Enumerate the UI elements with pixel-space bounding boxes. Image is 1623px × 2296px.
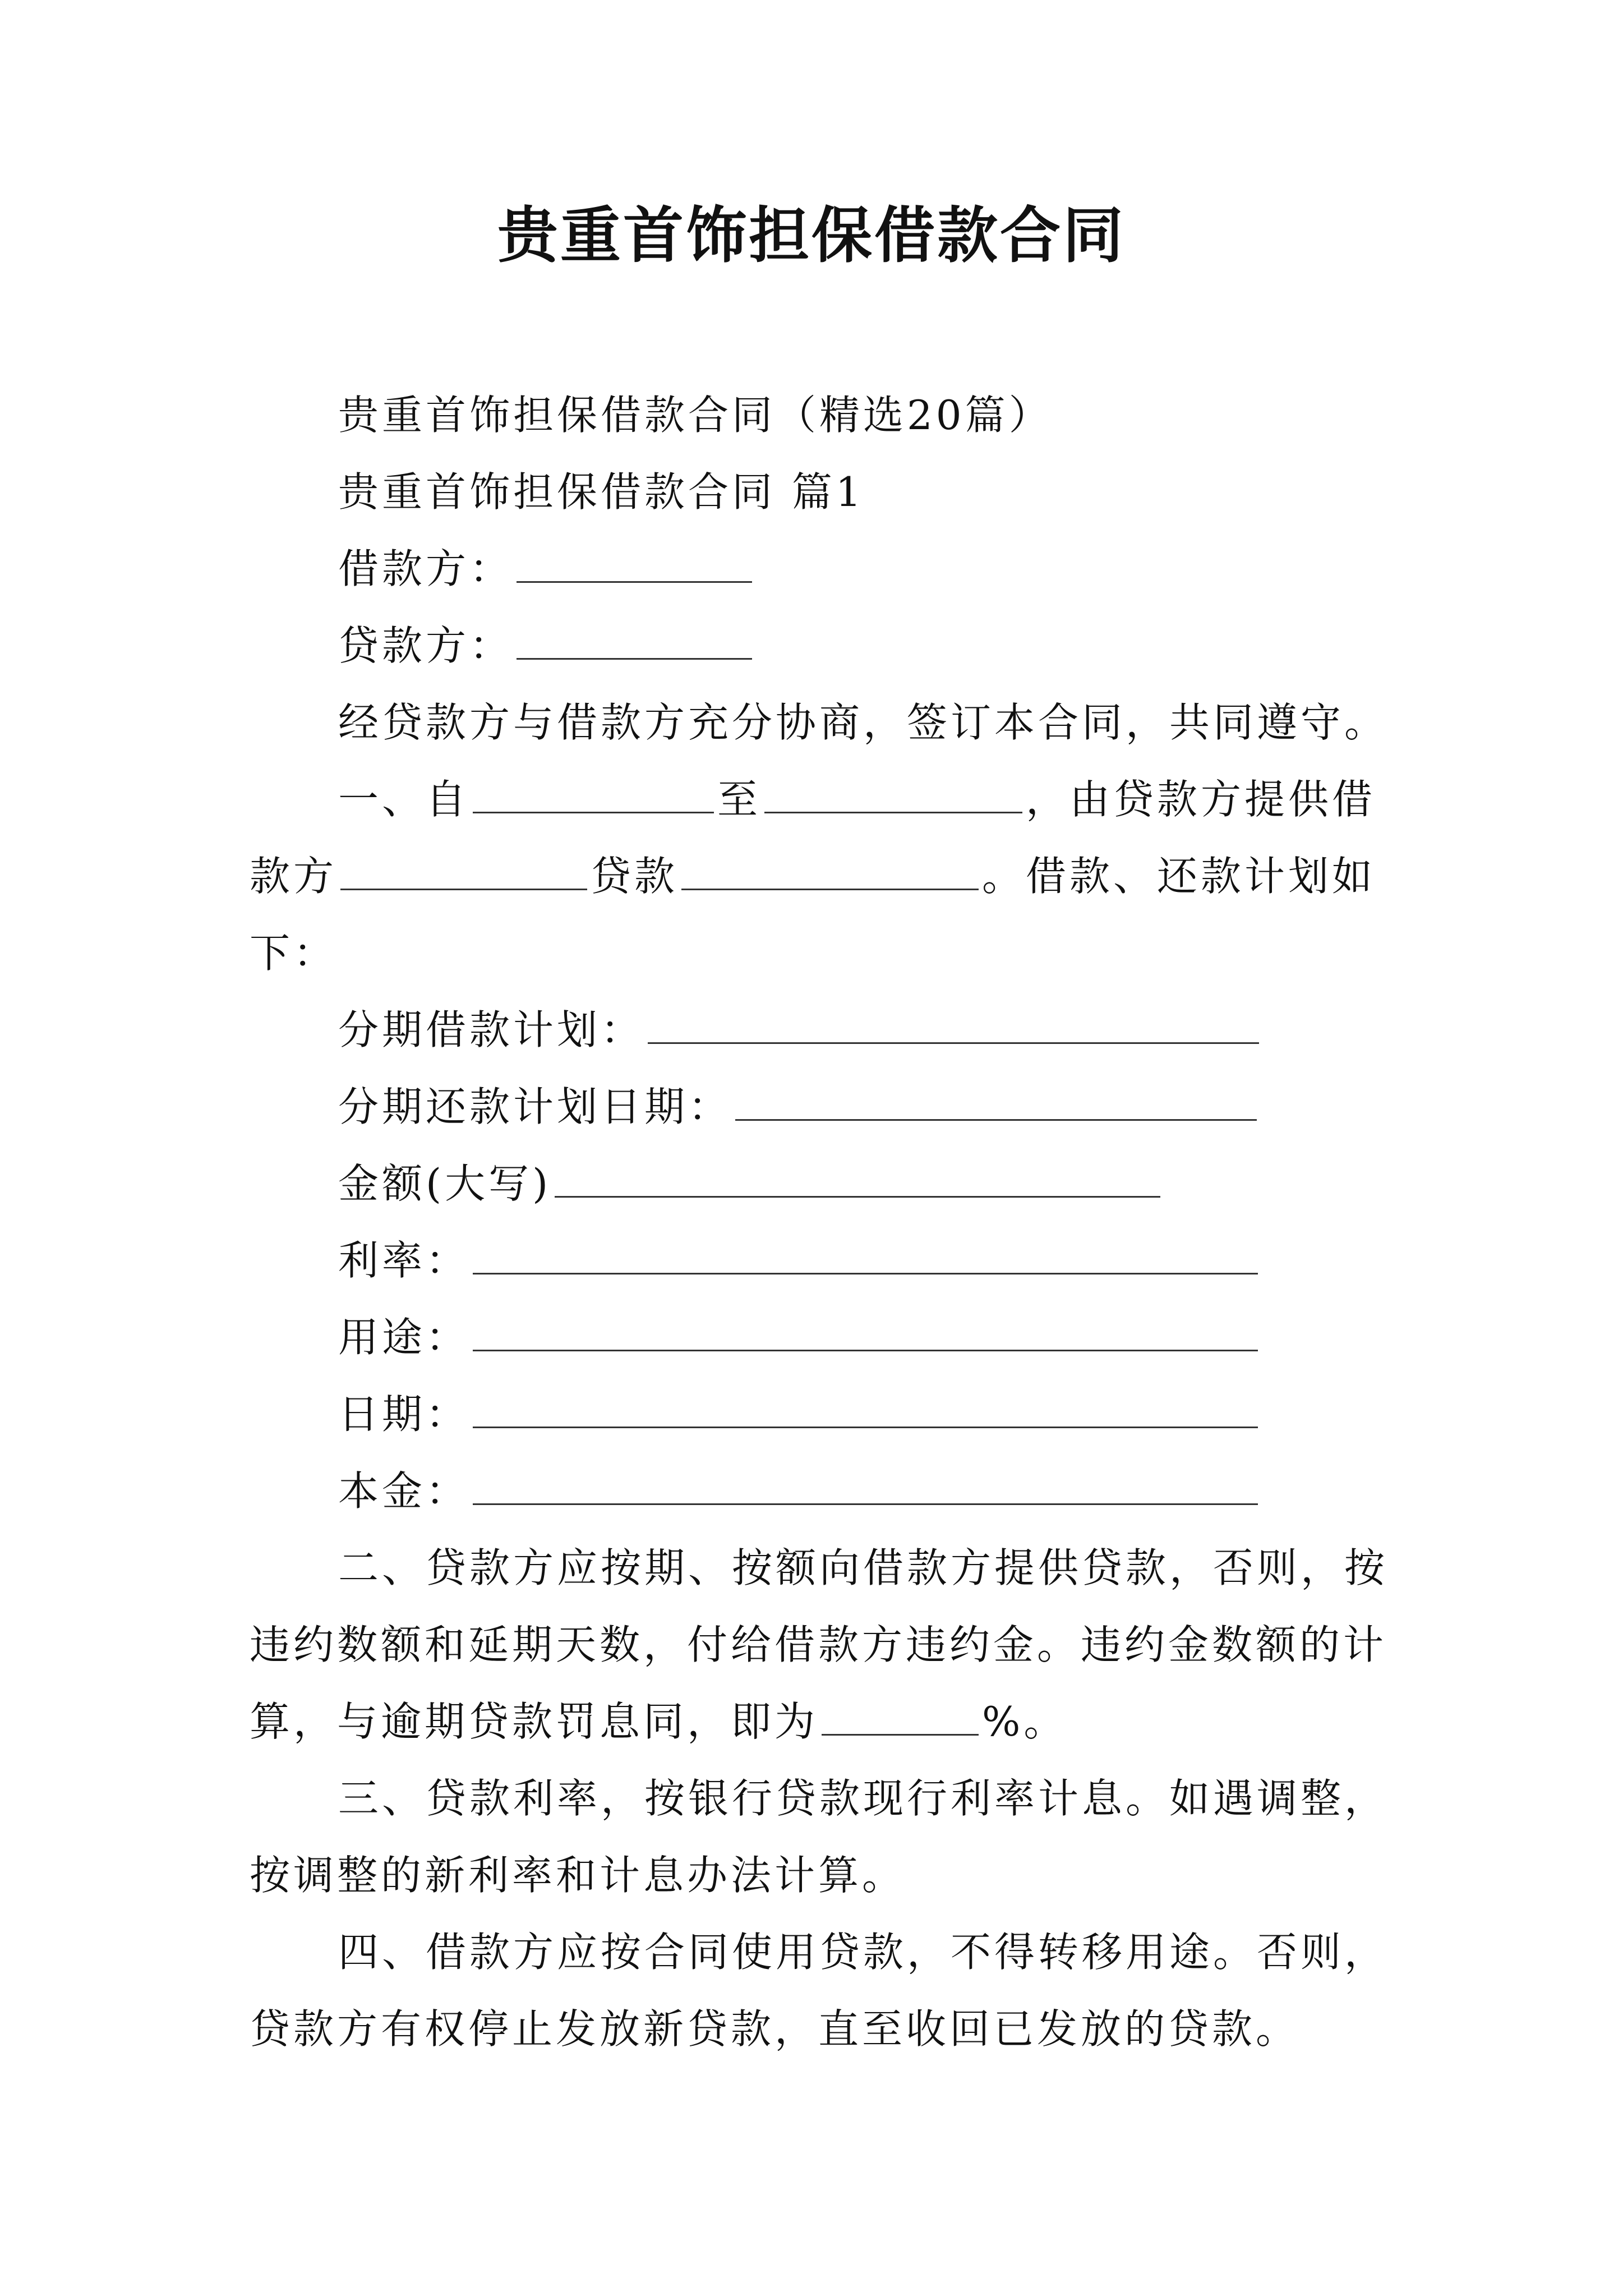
principal-label: 本金： bbox=[338, 1467, 470, 1515]
end-date-blank[interactable] bbox=[764, 772, 1022, 813]
field-principal bbox=[250, 1463, 1388, 1519]
clause3-line2 bbox=[250, 1847, 1388, 1903]
lender-blank[interactable] bbox=[517, 619, 752, 660]
clause1-text-a: 一、自 bbox=[338, 776, 470, 823]
clause4-line2 bbox=[250, 2001, 1388, 2057]
clause4-line1 bbox=[250, 1924, 1388, 1980]
field-installment-repay-date bbox=[250, 1079, 1388, 1135]
clause1-line3 bbox=[250, 925, 1388, 981]
borrower-name-blank[interactable] bbox=[340, 849, 587, 890]
document-subtitle bbox=[250, 387, 1388, 443]
installment-loan-plan-label: 分期借款计划： bbox=[338, 1006, 645, 1053]
clause2-text-3: 算，与逾期贷款罚息同，即为 bbox=[250, 1698, 819, 1745]
clause2-line2 bbox=[250, 1617, 1388, 1673]
clause1-line1 bbox=[250, 771, 1388, 827]
subtitle-text: 贵重首饰担保借款合同（精选20篇） bbox=[338, 392, 1053, 439]
field-date bbox=[250, 1386, 1388, 1442]
clause2-line3 bbox=[250, 1694, 1388, 1750]
clause1-text-d: 款方 bbox=[250, 853, 338, 900]
interest-rate-label: 利率： bbox=[338, 1237, 470, 1284]
document-title: 贵重首饰担保借款合同 bbox=[497, 200, 1126, 271]
clause4-text-1: 四、借款方应按合同使用贷款，不得转移用途。否则， bbox=[338, 1929, 1389, 1976]
field-amount-caps bbox=[250, 1156, 1388, 1212]
intro-paragraph bbox=[250, 694, 1388, 751]
borrower-line bbox=[250, 541, 1388, 597]
section-heading-text: 贵重首饰担保借款合同 篇1 bbox=[338, 468, 865, 516]
clause3-text-2: 按调整的新利率和计息办法计算。 bbox=[250, 1852, 906, 1899]
clause1-line2 bbox=[250, 848, 1388, 904]
penalty-rate-blank[interactable] bbox=[822, 1695, 979, 1736]
borrower-blank[interactable] bbox=[517, 542, 752, 583]
section-heading bbox=[250, 464, 1388, 520]
purpose-blank[interactable] bbox=[473, 1310, 1258, 1351]
clause2-line1 bbox=[250, 1540, 1388, 1596]
clause2-text-4: %。 bbox=[982, 1698, 1068, 1745]
clause1-text-e: 贷款 bbox=[591, 853, 679, 900]
amount-caps-blank[interactable] bbox=[555, 1157, 1160, 1198]
interest-rate-blank[interactable] bbox=[473, 1234, 1258, 1274]
field-interest-rate bbox=[250, 1232, 1388, 1289]
borrower-label: 借款方： bbox=[338, 545, 514, 592]
start-date-blank[interactable] bbox=[473, 772, 714, 813]
clause1-text-f: 。借款、还款计划如 bbox=[982, 853, 1376, 900]
clause4-text-2: 贷款方有权停止发放新贷款，直至收回已发放的贷款。 bbox=[250, 2005, 1300, 2053]
purpose-label: 用途： bbox=[338, 1314, 470, 1361]
clause1-text-c: ，由贷款方提供借 bbox=[1026, 776, 1376, 823]
clause1-text-g: 下： bbox=[250, 930, 338, 977]
intro-text: 经贷款方与借款方充分协商，签订本合同，共同遵守。 bbox=[338, 699, 1389, 746]
clause3-line1 bbox=[250, 1770, 1388, 1826]
clause1-text-b: 至 bbox=[717, 776, 762, 823]
clause2-text-2: 违约数额和延期天数，付给借款方违约金。违约金数额的计 bbox=[250, 1621, 1387, 1668]
date-blank[interactable] bbox=[473, 1387, 1258, 1428]
principal-blank[interactable] bbox=[473, 1464, 1258, 1505]
lender-label: 贷款方： bbox=[338, 622, 514, 669]
clause3-text-1: 三、贷款利率，按银行贷款现行利率计息。如遇调整， bbox=[338, 1775, 1389, 1822]
clause2-text-1: 二、贷款方应按期、按额向借款方提供贷款，否则，按 bbox=[338, 1544, 1389, 1591]
date-label: 日期： bbox=[338, 1391, 470, 1438]
installment-repay-date-blank[interactable] bbox=[735, 1080, 1257, 1121]
installment-loan-plan-blank[interactable] bbox=[648, 1003, 1259, 1044]
lender-line bbox=[250, 618, 1388, 674]
field-installment-loan-plan bbox=[250, 1002, 1388, 1058]
amount-caps-label: 金额(大写) bbox=[338, 1160, 552, 1207]
loan-amount-blank[interactable] bbox=[681, 849, 979, 890]
installment-repay-date-label: 分期还款计划日期： bbox=[338, 1083, 732, 1130]
field-purpose bbox=[250, 1309, 1388, 1365]
